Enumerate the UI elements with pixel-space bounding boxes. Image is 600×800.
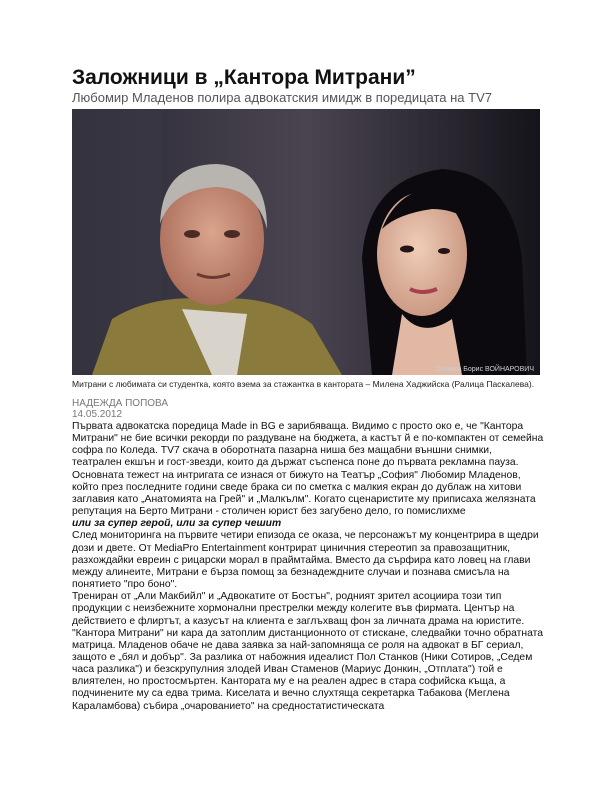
article xyxy=(72,66,544,713)
paragraph: След мониторинга на първите четири епизода се оказа, че персонажът му концентрира в щедри дози и двете. От MediaPro Entertainment контрират циничния стереотип за правозащитник, разхождайки евреин с рицарски морал в праймтайма. Вместо да сърфира като ловец на глави между алинеите, Митрани е бърза помощ за безнадеждните случаи и познава смисъла на понятието "про боно". xyxy=(72,530,539,591)
photo-illustration xyxy=(72,109,540,375)
paragraph: Първата адвокатска поредица Made in BG е зарибяваща. Видимо с просто око е, че "Кантора Митрани" не бие всички рекорди по раздуване на бюджета, а кастът й е по-компактен от семейна софра по Коледа. TV7 скача в оборотната пазарна ниша без мащабни външни снимки, театрален екшън и гост-звезди, които да държат съспенса поне до първата рекламна пауза. Основната тежест на интригата се изнася от бижуто на Театър „София" Любомир Младенов, който през последните години сведе бракa си по сметка с малкия екран до дублаж на хитови заглавия като „Анатомията на Грей" и „Малкълм". Когато сценаристите му приписаха желязната репутация на Берто Митрани - столичен юрист без загубено дело, го помислихме xyxy=(72,421,544,518)
article-subtitle: Любомир Младенов полира адвокатския имидж в поредицата на TV7 xyxy=(72,90,492,105)
article-photo xyxy=(72,109,540,375)
photo-credit: Снимка Борис ВОЙНАРОВИЧ xyxy=(436,366,534,373)
subheading: или за супер герой, или за супер чешит xyxy=(72,518,282,530)
article-body xyxy=(72,421,544,713)
article-title: Заложници в „Кантора Митрани” xyxy=(72,66,416,89)
author-name: НАДЕЖДА ПОПОВА xyxy=(72,398,169,409)
paragraph: Трениран от „Али Макбийл" и „Адвокатите от Бостън", родният зрител асоциира този тип продукции с неизбежните хормонални престрелки между колегите във фирмата. Център на действието е флиртът, а казусът на клиента е заглъхващ фон за личната драма на юристите. "Кантора Митрани" ни кара да затоплим дистанционното от стискане, следвайки точно обратната матрица. Младенов обаче не дава заявка за най-запомняща се роля на адвокат в БГ сериал, защото е „бял и добър". За разлика от набожния идеалист Пол Станков (Ники Сотиров, „Седем часа разлика") и безскрупулния злодей Иван Стаменов (Мариус Донкин, „Отплата") той е влиятелен, но простосмъртен. Кантората му е на реален адрес в стара софийска къща, а подчинените му са едва трима. Киселата и вечно слухтяща секретарка Табакова (Меглена Караламбова) събира „очарованието" на средностатистическата xyxy=(72,591,544,712)
photo-caption: Митрани с любимата си студентка, която взема за стажантка в кантората – Милена Хаджийска (Ралица Паскалева). xyxy=(72,379,535,389)
publish-date: 14.05.2012 xyxy=(72,409,123,420)
